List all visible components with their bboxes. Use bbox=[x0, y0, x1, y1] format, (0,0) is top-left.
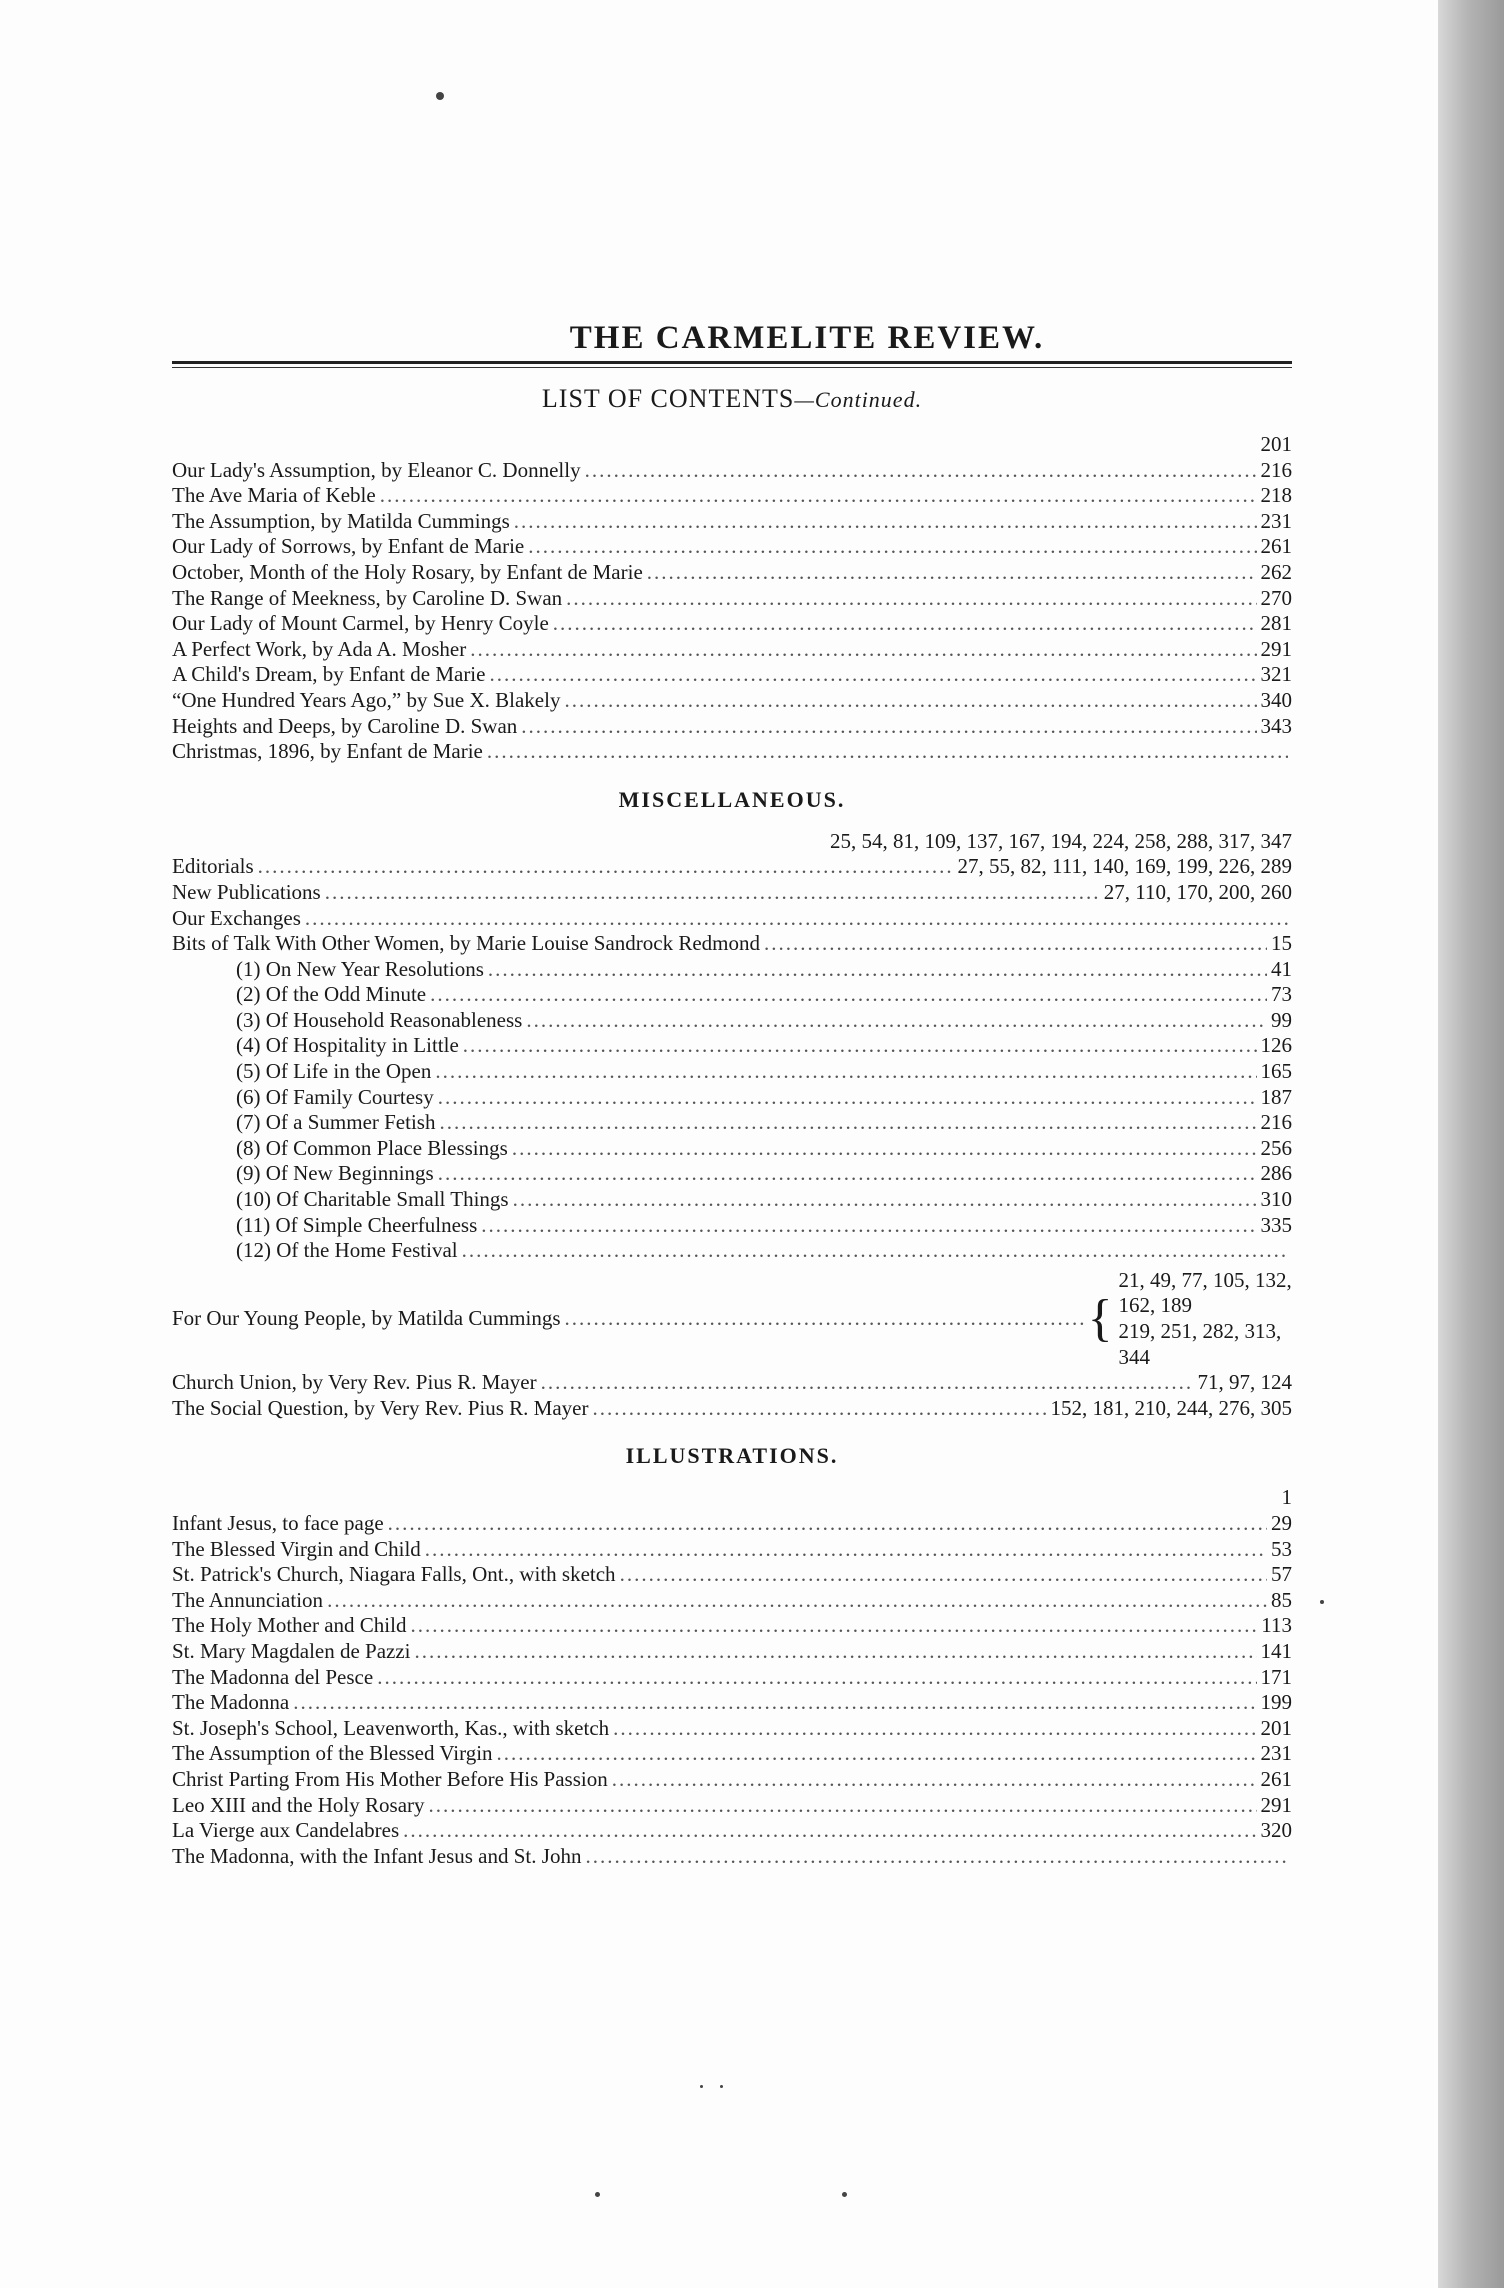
entry-title: New Publications bbox=[172, 879, 321, 904]
list-item bbox=[172, 1033, 1292, 1059]
list-item bbox=[172, 1537, 1292, 1563]
list-item bbox=[172, 637, 1292, 663]
list-item bbox=[172, 1818, 1292, 1844]
entry-title: The Social Question, by Very Rev. Pius R. Mayer bbox=[172, 1395, 589, 1420]
entry-title: (9) Of New Beginnings bbox=[236, 1161, 434, 1186]
misc-church-union-row bbox=[172, 1370, 1292, 1396]
list-item bbox=[172, 1588, 1292, 1614]
page-number: 29 bbox=[1271, 1510, 1292, 1535]
page-number: 165 bbox=[1260, 1059, 1292, 1084]
list-item bbox=[172, 1639, 1292, 1665]
entry-title: (6) Of Family Courtesy bbox=[236, 1084, 434, 1109]
leader-dots bbox=[429, 1793, 1257, 1819]
entry-title: Christ Parting From His Mother Before His Passion bbox=[172, 1766, 608, 1791]
entry-title: The Annunciation bbox=[172, 1587, 324, 1612]
entry-title: St. Joseph's School, Leavenworth, Kas., with sketch bbox=[172, 1715, 610, 1740]
miscellaneous-heading: MISCELLANEOUS. bbox=[618, 786, 846, 812]
leader-dots bbox=[513, 1187, 1257, 1213]
page-number: 281 bbox=[1260, 611, 1292, 636]
contents-title-suffix: —Continued. bbox=[794, 387, 923, 412]
entry-title: (4) Of Hospitality in Little bbox=[236, 1033, 459, 1058]
list-item bbox=[172, 586, 1292, 612]
entry-title: St. Patrick's Church, Niagara Falls, Ont., with sketch bbox=[172, 1562, 616, 1587]
page-number: 57 bbox=[1271, 1562, 1292, 1587]
entry-title: A Child's Dream, by Enfant de Marie bbox=[172, 662, 486, 687]
leader-dots bbox=[613, 1716, 1256, 1742]
list-item bbox=[172, 560, 1292, 586]
entry-title: “One Hundred Years Ago,” by Sue X. Blakely bbox=[172, 687, 561, 712]
ink-speck bbox=[1320, 1600, 1324, 1604]
entry-title: Our Lady's Assumption, by Eleanor C. Donnelly bbox=[172, 457, 581, 482]
entry-title: Editorials bbox=[172, 854, 254, 879]
contents-list bbox=[172, 458, 1292, 765]
leader-dots bbox=[497, 1741, 1257, 1767]
leader-dots bbox=[439, 1110, 1256, 1136]
illustrations-heading: ILLUSTRATIONS. bbox=[625, 1443, 839, 1469]
page-number: 171 bbox=[1260, 1664, 1292, 1689]
page-numbers: 219, 251, 282, 313, 344 bbox=[1118, 1319, 1282, 1369]
entry-title: Our Lady of Sorrows, by Enfant de Marie bbox=[172, 534, 525, 559]
list-item bbox=[172, 1690, 1292, 1716]
leader-dots bbox=[541, 1370, 1194, 1396]
entry-title: Our Exchanges bbox=[172, 905, 301, 930]
misc-top-pages-row bbox=[172, 829, 1292, 855]
misc-editorials-row bbox=[172, 854, 1292, 880]
list-item bbox=[172, 1110, 1292, 1136]
contents-title-text: LIST OF CONTENTS bbox=[541, 384, 795, 413]
leader-dots bbox=[521, 714, 1256, 740]
list-item bbox=[172, 611, 1292, 637]
leader-dots bbox=[528, 534, 1256, 560]
list-item bbox=[172, 982, 1292, 1008]
header-rule-thin bbox=[172, 367, 1292, 368]
page-number: 53 bbox=[1271, 1536, 1292, 1561]
leader-dots bbox=[764, 931, 1267, 957]
list-item bbox=[172, 1716, 1292, 1742]
list-item bbox=[172, 1008, 1292, 1034]
contents-column bbox=[172, 320, 1292, 1869]
header-rule bbox=[172, 361, 1292, 364]
book-spine-shadow bbox=[1438, 0, 1504, 2288]
list-item bbox=[172, 1136, 1292, 1162]
page-number: 231 bbox=[1260, 508, 1292, 533]
page-number: 216 bbox=[1260, 457, 1292, 482]
page-number: 261 bbox=[1260, 534, 1292, 559]
list-item bbox=[172, 1613, 1292, 1639]
list-item bbox=[172, 957, 1292, 983]
entry-title: October, Month of the Holy Rosary, by Enfant de Marie bbox=[172, 559, 643, 584]
page-numbers: 152, 181, 210, 244, 276, 305 bbox=[1050, 1395, 1292, 1420]
misc-bits-row bbox=[172, 931, 1292, 957]
list-item bbox=[172, 1793, 1292, 1819]
ink-speck bbox=[720, 2085, 723, 2088]
leader-dots bbox=[462, 1238, 1288, 1264]
page-number: 187 bbox=[1260, 1084, 1292, 1109]
page-number: 261 bbox=[1260, 1766, 1292, 1791]
ink-speck bbox=[700, 2085, 703, 2088]
leader-dots bbox=[592, 1396, 1046, 1422]
list-item bbox=[172, 1161, 1292, 1187]
leader-dots bbox=[488, 957, 1267, 983]
leader-dots bbox=[438, 1161, 1257, 1187]
page-number: 201 bbox=[1260, 432, 1292, 456]
leader-dots bbox=[512, 1136, 1257, 1162]
entry-title: The Holy Mother and Child bbox=[172, 1613, 407, 1638]
page-number: 99 bbox=[1271, 1007, 1292, 1032]
entry-title: (2) Of the Odd Minute bbox=[236, 982, 427, 1007]
list-item bbox=[172, 1187, 1292, 1213]
page-number: 340 bbox=[1260, 687, 1292, 712]
bits-sub-list bbox=[172, 957, 1292, 1264]
page-number: 85 bbox=[1271, 1587, 1292, 1612]
leader-dots bbox=[435, 1059, 1256, 1085]
entry-title: (11) Of Simple Cheerfulness bbox=[236, 1212, 478, 1237]
leader-dots bbox=[487, 739, 1288, 765]
leader-dots bbox=[410, 1613, 1257, 1639]
entry-title: (8) Of Common Place Blessings bbox=[236, 1135, 508, 1160]
list-item bbox=[172, 662, 1292, 688]
page-numbers: 71, 97, 124 bbox=[1197, 1370, 1292, 1395]
page-number: 291 bbox=[1260, 1792, 1292, 1817]
list-item bbox=[172, 1665, 1292, 1691]
page-numbers: 25, 54, 81, 109, 137, 167, 194, 224, 258, 288, 317, 347 bbox=[830, 828, 1292, 853]
list-item bbox=[172, 714, 1292, 740]
entry-title: La Vierge aux Candelabres bbox=[172, 1818, 400, 1843]
entry-title: The Madonna bbox=[172, 1690, 290, 1715]
list-item bbox=[172, 1562, 1292, 1588]
entry-title: The Assumption of the Blessed Virgin bbox=[172, 1741, 493, 1766]
entry-title: The Range of Meekness, by Caroline D. Swan bbox=[172, 585, 563, 610]
page-number: 320 bbox=[1260, 1818, 1292, 1843]
leader-dots bbox=[647, 560, 1257, 586]
entry-title: For Our Young People, by Matilda Cummings bbox=[172, 1306, 561, 1331]
illustrations-top-page-row bbox=[172, 1485, 1292, 1511]
illustrations-list bbox=[172, 1511, 1292, 1869]
page-number: 218 bbox=[1260, 483, 1292, 508]
page-number: 231 bbox=[1260, 1741, 1292, 1766]
page-number: 286 bbox=[1260, 1161, 1292, 1186]
list-item bbox=[172, 534, 1292, 560]
entry-title: (3) Of Household Reasonableness bbox=[236, 1007, 523, 1032]
brace: { bbox=[1087, 1290, 1113, 1347]
leader-dots bbox=[553, 611, 1257, 637]
leader-dots bbox=[258, 854, 954, 880]
entry-title: A Perfect Work, by Ada A. Mosher bbox=[172, 636, 467, 661]
list-item bbox=[172, 1238, 1292, 1264]
contents-title bbox=[172, 384, 1292, 414]
entry-title: (10) Of Charitable Small Things bbox=[236, 1187, 509, 1212]
entry-title: The Madonna del Pesce bbox=[172, 1664, 374, 1689]
leader-dots bbox=[514, 509, 1257, 535]
leader-dots bbox=[620, 1562, 1267, 1588]
page-number: 73 bbox=[1271, 982, 1292, 1007]
ink-speck bbox=[842, 2192, 847, 2197]
entry-title: Heights and Deeps, by Caroline D. Swan bbox=[172, 713, 518, 738]
page-numbers: 21, 49, 77, 105, 132, 162, 189 bbox=[1118, 1267, 1292, 1318]
entry-title: Infant Jesus, to face page bbox=[172, 1510, 384, 1535]
page-number: 343 bbox=[1260, 713, 1292, 738]
leader-dots bbox=[438, 1085, 1257, 1111]
entry-title: The Assumption, by Matilda Cummings bbox=[172, 508, 510, 533]
leader-dots bbox=[526, 1008, 1267, 1034]
list-item bbox=[172, 1741, 1292, 1767]
list-item bbox=[172, 1844, 1292, 1870]
misc-young-people-row bbox=[172, 1268, 1292, 1370]
page-number: 270 bbox=[1260, 585, 1292, 610]
misc-publications-row bbox=[172, 880, 1292, 906]
page-number: 126 bbox=[1260, 1033, 1292, 1058]
entry-title: Bits of Talk With Other Women, by Marie Louise Sandrock Redmond bbox=[172, 931, 760, 956]
page-number: 335 bbox=[1260, 1212, 1292, 1237]
entry-title: Church Union, by Very Rev. Pius R. Mayer bbox=[172, 1370, 537, 1395]
leader-dots bbox=[565, 1306, 1084, 1332]
leader-dots bbox=[415, 1639, 1257, 1665]
entry-title: Leo XIII and the Holy Rosary bbox=[172, 1792, 425, 1817]
misc-exchanges-row bbox=[172, 906, 1292, 932]
list-item bbox=[172, 509, 1292, 535]
list-item bbox=[172, 1767, 1292, 1793]
ink-speck bbox=[595, 2192, 600, 2197]
leader-dots bbox=[566, 586, 1256, 612]
entry-title: The Madonna, with the Infant Jesus and St. John bbox=[172, 1843, 582, 1868]
list-item bbox=[172, 1059, 1292, 1085]
leader-dots bbox=[470, 637, 1256, 663]
leader-dots bbox=[489, 662, 1256, 688]
page-number: 1 bbox=[1281, 1485, 1292, 1510]
ink-speck bbox=[436, 92, 444, 100]
leader-dots bbox=[380, 483, 1257, 509]
leader-dots bbox=[327, 1588, 1267, 1614]
entry-title: St. Mary Magdalen de Pazzi bbox=[172, 1638, 411, 1663]
entry-title: The Blessed Virgin and Child bbox=[172, 1536, 421, 1561]
list-item bbox=[172, 688, 1292, 714]
list-item bbox=[172, 1511, 1292, 1537]
page-number: 262 bbox=[1260, 559, 1292, 584]
list-item bbox=[172, 739, 1292, 765]
page-number: 113 bbox=[1261, 1613, 1292, 1638]
leader-dots bbox=[325, 880, 1100, 906]
leader-dots bbox=[377, 1665, 1256, 1691]
leader-dots bbox=[293, 1690, 1256, 1716]
misc-social-row bbox=[172, 1396, 1292, 1422]
page-numbers: 27, 110, 170, 200, 260 bbox=[1103, 879, 1292, 904]
entry-title: (12) Of the Home Festival bbox=[236, 1238, 458, 1263]
leader-dots bbox=[481, 1213, 1256, 1239]
entry-title: Our Lady of Mount Carmel, by Henry Coyle bbox=[172, 611, 549, 636]
leader-dots bbox=[585, 1844, 1288, 1870]
page-number: 310 bbox=[1260, 1187, 1292, 1212]
page-number: 199 bbox=[1260, 1690, 1292, 1715]
page-numbers: 27, 55, 82, 111, 140, 169, 199, 226, 289 bbox=[957, 854, 1292, 879]
leader-dots bbox=[585, 458, 1257, 484]
page-number-lines bbox=[1119, 1268, 1292, 1370]
contents-top-page-row bbox=[172, 432, 1292, 458]
page-number: 41 bbox=[1271, 956, 1292, 981]
list-item bbox=[172, 1213, 1292, 1239]
page-number: 216 bbox=[1260, 1110, 1292, 1135]
entry-title: (5) Of Life in the Open bbox=[236, 1059, 432, 1084]
leader-dots bbox=[388, 1511, 1267, 1537]
leader-dots bbox=[305, 906, 1288, 932]
page-header: THE CARMELITE REVIEW. bbox=[569, 320, 1045, 356]
entry-title: Christmas, 1896, by Enfant de Marie bbox=[172, 739, 483, 764]
entry-title: (7) Of a Summer Fetish bbox=[236, 1110, 436, 1135]
leader-dots bbox=[430, 982, 1267, 1008]
list-item bbox=[172, 458, 1292, 484]
list-item bbox=[172, 483, 1292, 509]
page-number: 141 bbox=[1260, 1638, 1292, 1663]
page-number: 321 bbox=[1260, 662, 1292, 687]
leader-dots bbox=[403, 1818, 1256, 1844]
list-item bbox=[172, 1085, 1292, 1111]
leader-dots bbox=[564, 688, 1256, 714]
entry-title: (1) On New Year Resolutions bbox=[236, 956, 484, 981]
page-number: 256 bbox=[1260, 1135, 1292, 1160]
page-number: 201 bbox=[1260, 1715, 1292, 1740]
page-number: 291 bbox=[1260, 636, 1292, 661]
entry-title: The Ave Maria of Keble bbox=[172, 483, 376, 508]
leader-dots bbox=[425, 1537, 1267, 1563]
leader-dots bbox=[463, 1033, 1257, 1059]
leader-dots bbox=[612, 1767, 1257, 1793]
page-number: 15 bbox=[1271, 931, 1292, 956]
